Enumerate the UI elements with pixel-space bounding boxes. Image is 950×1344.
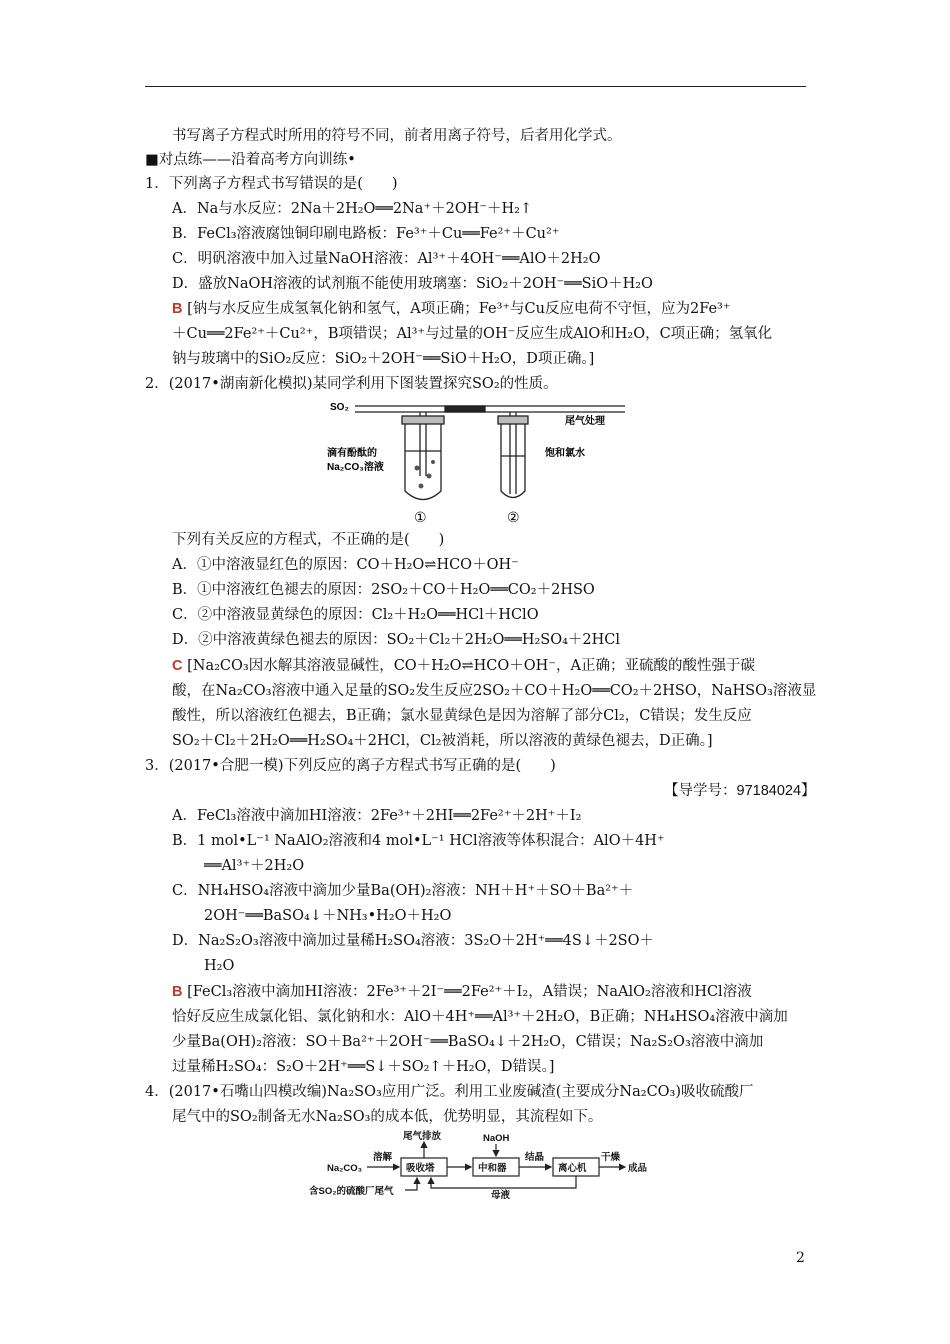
q1-option-d: D．盛放NaOH溶液的试剂瓶不能使用玻璃塞：SiO₂＋2OH⁻══SiO＋H₂O: [172, 276, 653, 292]
q3-option-c-line1: C．NH₄HSO₄溶液中滴加少量Ba(OH)₂溶液：NH＋H⁺＋SO＋Ba²⁺＋: [172, 883, 634, 899]
q3-option-b-line1: B．1 mol•L⁻¹ NaAlO₂溶液和4 mol•L⁻¹ HCl溶液等体积混合：AlO＋4H⁺: [172, 833, 665, 849]
q3-option-d-line2: H₂O: [204, 958, 235, 974]
flow-neutralizer: 中和器: [478, 1163, 507, 1174]
flow-dry: 干燥: [601, 1152, 621, 1163]
q3-option-c-line2: 2OH⁻══BaSO₄↓＋NH₃•H₂O＋H₂O: [204, 908, 452, 924]
q2-option-a: A．①中溶液显红色的原因：CO＋H₂O⇌HCO＋OH⁻: [172, 557, 519, 573]
q3-guide-number: 【导学号：97184024】: [664, 783, 816, 799]
q1-option-b: B．FeCl₃溶液腐蚀铜印刷电路板：Fe³⁺＋Cu══Fe²⁺＋Cu²⁺: [172, 226, 560, 242]
q3-explanation-1: B [FeCl₃溶液中滴加HI溶液：2Fe³⁺＋2I⁻══2Fe²⁺＋I₂，A错误；NaAlO₂溶液和HCl溶液: [172, 984, 752, 1000]
q3-explanation-2: 恰好反应生成氯化铝、氯化钠和水：AlO＋4H⁺══Al³⁺＋2H₂O，B正确；NH₄HSO₄溶液中滴加: [172, 1009, 788, 1025]
q2-option-d: D．②中溶液黄绿色褪去的原因：SO₂＋Cl₂＋2H₂O══H₂SO₄＋2HCl: [172, 632, 621, 648]
q2-apparatus-figure: [325, 396, 645, 526]
q2-explanation-1: C [Na₂CO₃因水解其溶液显碱性，CO＋H₂O⇌HCO＋OH⁻，A正确；亚硫酸的酸性强于碳: [172, 658, 755, 674]
flow-mother-liquor: 母液: [491, 1190, 511, 1200]
flow-centrifuge: 离心机: [558, 1163, 587, 1174]
left-solution-label-1: 滴有酚酞的: [327, 448, 377, 459]
q1-explanation-2: ＋Cu══2Fe²⁺＋Cu²⁺，B项错误；Al³⁺与过量的OH⁻反应生成AlO和H₂O，C项正确；氢氧化: [172, 326, 773, 342]
flow-naoh: NaOH: [483, 1133, 510, 1144]
exhaust-label: 尾气处理: [565, 416, 605, 427]
header-rule: [145, 86, 806, 87]
q3-explanation-3: 少量Ba(OH)₂溶液：SO＋Ba²⁺＋2OH⁻══BaSO₄↓＋2H₂O，C错误；Na₂S₂O₃溶液中滴加: [172, 1034, 764, 1050]
q3-answer: B: [172, 984, 183, 1000]
q1-stem: 1．下列离子方程式书写错误的是( ): [145, 176, 398, 192]
q1-answer: B: [172, 301, 183, 317]
q3-option-b-line2: ══Al³⁺＋2H₂O: [204, 858, 305, 874]
intro-line: 书写离子方程式时所用的符号不同，前者用离子符号，后者用化学式。: [172, 128, 622, 144]
tube2-number: ②: [507, 509, 520, 525]
q4-flow-diagram: [305, 1130, 675, 1200]
q2-answer: C: [172, 658, 183, 674]
q4-stem-line1: 4．(2017•石嘴山四模改编)Na₂SO₃应用广泛。利用工业废碱渣(主要成分Na₂CO₃)吸收硫酸厂: [145, 1084, 754, 1100]
flow-na2co3: Na₂CO₃: [327, 1163, 363, 1174]
q2-explanation-3: 酸性，所以溶液红色褪去，B正确；氯水显黄绿色是因为溶解了部分Cl₂，C错误；发生反应: [172, 708, 752, 724]
q1-option-c: C．明矾溶液中加入过量NaOH溶液：Al³⁺＋4OH⁻══AlO＋2H₂O: [172, 251, 601, 267]
q1-option-a: A．Na与水反应：2Na＋2H₂O══2Na⁺＋2OH⁻＋H₂↑: [172, 201, 533, 217]
q2-explanation-4: SO₂＋Cl₂＋2H₂O══H₂SO₄＋2HCl，Cl₂被消耗，所以溶液的黄绿色褪去，D正确。]: [172, 733, 713, 749]
q4-stem-line2: 尾气中的SO₂制备无水Na₂SO₃的成本低，优势明显，其流程如下。: [172, 1109, 603, 1125]
q3-stem: 3．(2017•合肥一模)下列反应的离子方程式书写正确的是( ): [145, 758, 556, 774]
flow-crystallize: 结晶: [525, 1152, 545, 1163]
q2-option-b: B．①中溶液红色褪去的原因：2SO₂＋CO＋H₂O══CO₂＋2HSO: [172, 582, 595, 598]
tube1-number: ①: [414, 509, 427, 525]
q2-stem: 2．(2017•湖南新化模拟)某同学利用下图装置探究SO₂的性质。: [145, 376, 558, 392]
flow-product: 成品: [628, 1163, 648, 1174]
left-solution-label-2: Na₂CO₃溶液: [327, 462, 384, 473]
section-header: ■对点练——沿着高考方向训练•: [145, 152, 356, 168]
so2-label: SO₂: [330, 402, 349, 413]
flow-absorber: 吸收塔: [406, 1163, 435, 1174]
q2-explanation-2: 酸，在Na₂CO₃溶液中通入足量的SO₂发生反应2SO₂＋CO＋H₂O══CO₂＋2HSO，NaHSO₃溶液显: [172, 683, 817, 699]
right-solution-label: 饱和氯水: [545, 448, 585, 459]
page-number: 2: [796, 1250, 805, 1266]
q2-subquestion: 下列有关反应的方程式，不正确的是( ): [172, 532, 445, 548]
q2-option-c: C．②中溶液显黄绿色的原因：Cl₂＋H₂O══HCl＋HClO: [172, 607, 539, 623]
q1-explanation-1: B [钠与水反应生成氢氧化钠和氢气，A项正确；Fe³⁺与Cu反应电荷不守恒，应为2Fe³⁺: [172, 301, 731, 317]
flow-dissolve: 溶解: [373, 1152, 393, 1163]
q1-explanation-3: 钠与玻璃中的SiO₂反应：SiO₂＋2OH⁻══SiO＋H₂O，D项正确。]: [172, 351, 595, 367]
q3-option-a: A．FeCl₃溶液中滴加HI溶液：2Fe³⁺＋2HI══2Fe²⁺＋2H⁺＋I₂: [172, 808, 582, 824]
flow-exhaust-out: 尾气排放: [403, 1131, 442, 1142]
q3-option-d-line1: D．Na₂S₂O₃溶液中滴加过量稀H₂SO₄溶液：3S₂O＋2H⁺══4S↓＋2SO＋: [172, 933, 655, 949]
q3-explanation-4: 过量稀H₂SO₄：S₂O＋2H⁺══S↓＋SO₂↑＋H₂O，D错误。]: [172, 1059, 555, 1075]
flow-so2-exhaust: 含SO₂的硫酸厂尾气: [309, 1186, 394, 1197]
